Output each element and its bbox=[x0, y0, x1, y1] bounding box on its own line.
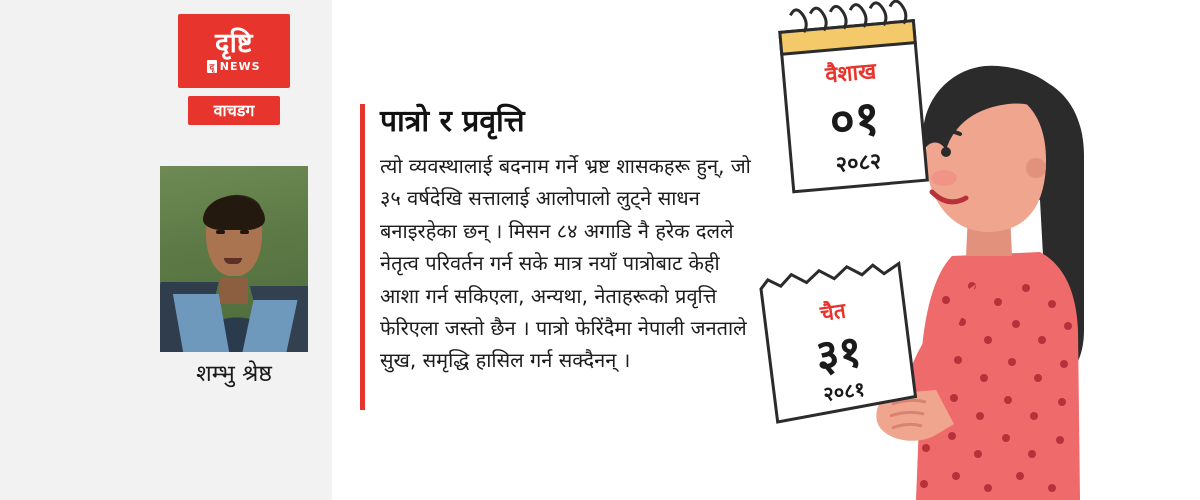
figure-cheek bbox=[931, 170, 957, 186]
article-body: त्यो व्यवस्थालाई बदनाम गर्ने भ्रष्ट शासकहरू हुन्, जो ३५ वर्षदेखि सत्तालाई आलोपालो लुट्ने साधन बनाइरहेका छन् । मिसन ८४ अगाडि नै हरेक दलले नेतृत्व परिवर्तन गर्न सके मात्र नयाँ पात्रोबाट केही आशा गर्न सकिएला, अन्यथा, नेताहरूको प्रवृत्ति फेरिएला जस्तो छैन । पात्रो फेरिंदैमा नेपाली जनताले सुख, समृद्धि हासिल गर्न सक्दैनन् । bbox=[380, 154, 751, 373]
calendar-front-day: ०१ bbox=[827, 90, 883, 151]
author-photo bbox=[160, 166, 308, 352]
illustration bbox=[740, 0, 1200, 500]
calendar-front bbox=[778, 0, 927, 192]
brand-logo-mark: दृ bbox=[207, 60, 216, 73]
article-title: पात्रो र प्रवृत्ति bbox=[380, 104, 525, 139]
portrait-eye-left bbox=[216, 230, 225, 234]
brand-logo-news: NEWS bbox=[219, 59, 261, 73]
brand-logo-sub bbox=[207, 60, 260, 73]
calendar-back bbox=[758, 260, 919, 422]
author-name: शम्भु श्रेष्ठ bbox=[196, 361, 272, 387]
accent-bar bbox=[360, 104, 365, 410]
portrait-neck bbox=[220, 278, 248, 304]
portrait-eye-right bbox=[240, 230, 249, 234]
article-block bbox=[360, 104, 760, 377]
figure-dress bbox=[916, 252, 1080, 500]
brand-logo[interactable] bbox=[178, 14, 290, 88]
calendar-front-month: वैशाख bbox=[824, 59, 878, 89]
portrait-hair bbox=[203, 196, 265, 230]
brand-logo-text: दृष्टि bbox=[214, 27, 254, 59]
author-photo-image bbox=[160, 166, 308, 352]
calendar-back-year: २०८१ bbox=[821, 376, 867, 407]
calendar-front-year: २०८२ bbox=[834, 149, 883, 178]
calendar-back-month: चैत bbox=[818, 298, 848, 326]
calendar-back-day: ३१ bbox=[812, 325, 866, 383]
figure-ear bbox=[1026, 158, 1046, 178]
section-tag-badge[interactable] bbox=[188, 96, 280, 125]
section-tag-label: वाचडग bbox=[213, 100, 255, 120]
